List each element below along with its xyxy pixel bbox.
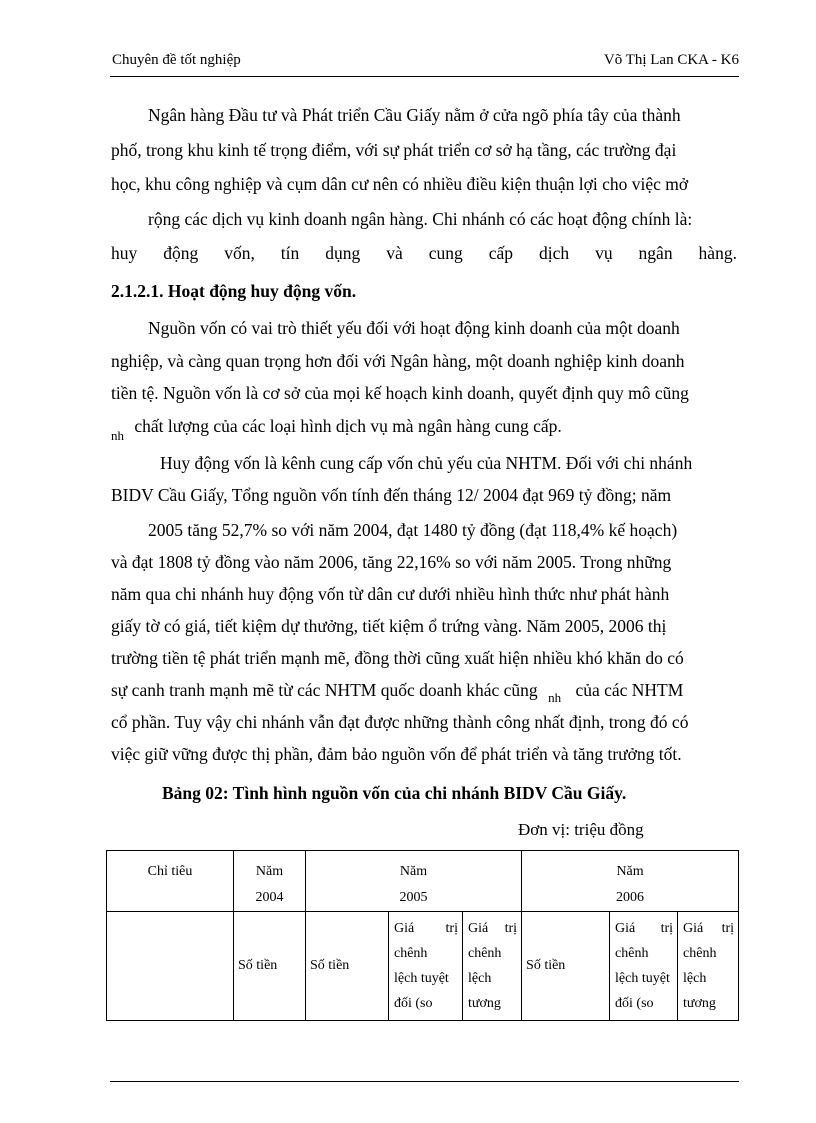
header-divider bbox=[110, 76, 739, 77]
word: cấp bbox=[488, 243, 513, 263]
header-2006: Năm 2006 bbox=[522, 851, 739, 912]
paragraph-line: tiền tệ. Nguồn vốn là cơ sở của mọi kế hoạch kinh doanh, quyết định quy mô cũng bbox=[111, 383, 689, 403]
so-tien-2005: Số tiền bbox=[306, 912, 389, 1021]
word: dịch bbox=[538, 243, 570, 263]
word: cung bbox=[428, 243, 463, 263]
word: hàng. bbox=[698, 243, 737, 263]
line-text: chất lượng của các loại hình dịch vụ mà ngân hàng cung cấp. bbox=[134, 416, 562, 436]
paragraph-line-justified bbox=[111, 242, 737, 264]
word: tín bbox=[280, 243, 300, 263]
footer-divider bbox=[110, 1081, 739, 1082]
gt-tuong-doi-2006: Giá trị chênh lệch tương bbox=[678, 912, 739, 1021]
word: dụng bbox=[325, 243, 361, 263]
paragraph-line: năm qua chi nhánh huy động vốn từ dân cư dưới nhiều hình thức như phát hành bbox=[111, 584, 670, 604]
paragraph-line bbox=[111, 679, 683, 703]
paragraph-line: cổ phần. Tuy vậy chi nhánh vẫn đạt được những thành công nhất định, trong đó có bbox=[111, 712, 689, 732]
gt-tuong-doi-2005: Giá trị chênh lệch tương bbox=[463, 912, 522, 1021]
so-tien-2004: Số tiền bbox=[234, 912, 306, 1021]
paragraph-line: 2005 tăng 52,7% so với năm 2004, đạt 1480 tỷ đồng (đạt 118,4% kế hoạch) bbox=[148, 520, 678, 540]
capital-table bbox=[106, 850, 739, 1021]
paragraph-line: Huy động vốn là kênh cung cấp vốn chủ yếu của NHTM. Đối với chi nhánh bbox=[160, 453, 693, 473]
word: và bbox=[386, 243, 403, 263]
paragraph-line: và đạt 1808 tỷ đồng vào năm 2006, tăng 22,16% so với năm 2005. Trong những bbox=[111, 552, 672, 572]
gt-tuyet-doi-2005: Giá trị chênh lệch tuyệt đối (so bbox=[389, 912, 463, 1021]
header-left: Chuyên đề tốt nghiệp bbox=[112, 52, 241, 68]
table-cell bbox=[107, 912, 234, 1021]
word: vốn, bbox=[224, 243, 255, 263]
gt-tuyet-doi-2006: Giá trị chênh lệch tuyệt đối (so bbox=[610, 912, 678, 1021]
paragraph-line: giấy tờ có giá, tiết kiệm dự thưởng, tiết kiệm ổ trứng vàng. Năm 2005, 2006 thị bbox=[111, 616, 667, 636]
header-2005: Năm 2005 bbox=[306, 851, 522, 912]
word: huy bbox=[111, 243, 138, 263]
paragraph-line: học, khu công nghiệp và cụm dân cư nên có nhiều điều kiện thuận lợi cho việc mở bbox=[111, 174, 689, 194]
word: động bbox=[163, 243, 199, 263]
header-right: Võ Thị Lan CKA - K6 bbox=[603, 52, 739, 68]
paragraph-line: phố, trong khu kinh tế trọng điểm, với sự phát triển cơ sở hạ tầng, các trường đại bbox=[111, 140, 677, 160]
so-tien-2006: Số tiền bbox=[522, 912, 610, 1021]
stray-fragment: nh bbox=[111, 428, 124, 443]
paragraph-line: Nguồn vốn có vai trò thiết yếu đối với hoạt động kinh doanh của một doanh bbox=[148, 318, 680, 338]
paragraph-line bbox=[111, 415, 562, 443]
line-text: của các NHTM bbox=[575, 680, 684, 700]
table-unit: Đơn vị: triệu đồng bbox=[518, 820, 644, 839]
word: ngân bbox=[638, 243, 673, 263]
header-chi-tieu: Chỉ tiêu bbox=[107, 851, 234, 912]
paragraph-line: trường tiền tệ phát triển mạnh mẽ, đồng thời cũng xuất hiện nhiều khó khăn do có bbox=[111, 648, 684, 668]
line-text: sự canh tranh mạnh mẽ từ các NHTM quốc doanh khác cũng bbox=[111, 680, 538, 700]
paragraph-line: BIDV Cầu Giấy, Tổng nguồn vốn tính đến tháng 12/ 2004 đạt 969 tỷ đồng; năm bbox=[111, 485, 672, 505]
section-heading: 2.1.2.1. Hoạt động huy động vốn. bbox=[111, 281, 357, 301]
table-title: Bảng 02: Tình hình nguồn vốn của chi nhánh BIDV Cầu Giấy. bbox=[162, 783, 627, 803]
page-header bbox=[110, 52, 739, 74]
paragraph-line: việc giữ vững được thị phần, đảm bảo nguồn vốn để phát triển và tăng trưởng tốt. bbox=[111, 744, 682, 764]
paragraph-line: nghiệp, và càng quan trọng hơn đối với Ngân hàng, một doanh nghiệp kinh doanh bbox=[111, 351, 685, 371]
word: vụ bbox=[595, 243, 613, 263]
paragraph-line: rộng các dịch vụ kinh doanh ngân hàng. Chi nhánh có các hoạt động chính là: bbox=[148, 209, 693, 229]
header-2004: Năm 2004 bbox=[234, 851, 306, 912]
paragraph-line: Ngân hàng Đầu tư và Phát triển Cầu Giấy nằm ở cửa ngõ phía tây của thành bbox=[148, 105, 681, 125]
stray-fragment: nh bbox=[548, 690, 562, 705]
